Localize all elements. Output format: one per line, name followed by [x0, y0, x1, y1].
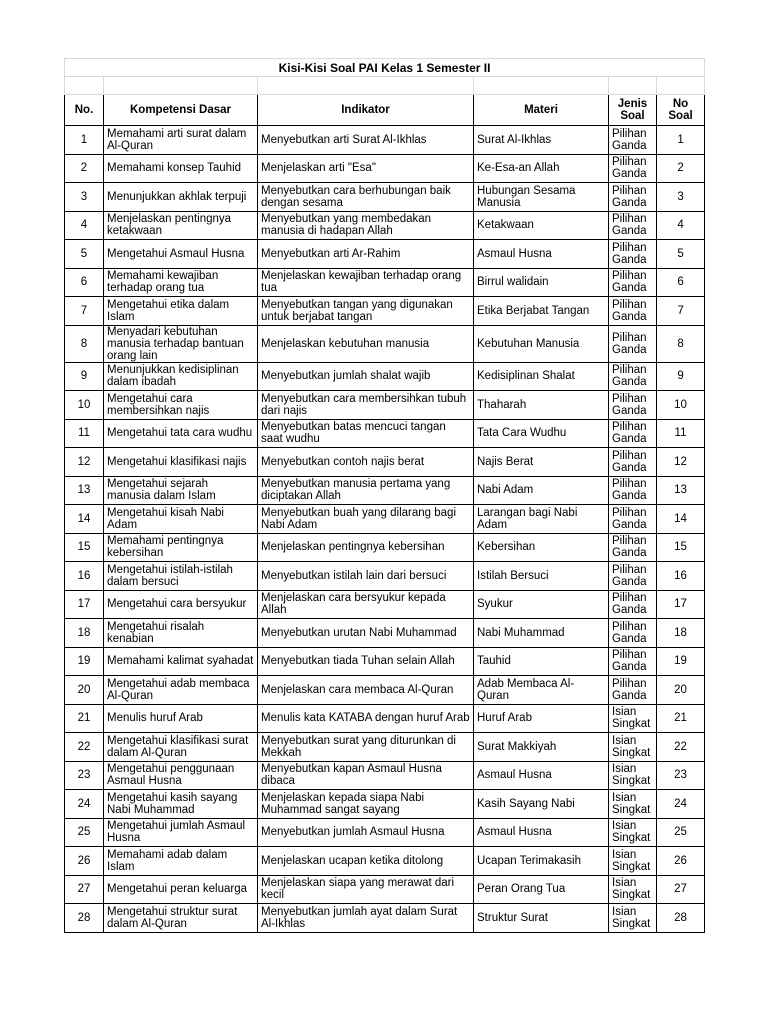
- cell-no: 25: [65, 818, 104, 847]
- cell-indikator: Menyebutkan urutan Nabi Muhammad: [258, 619, 474, 648]
- cell-materi: Ucapan Terimakasih: [474, 847, 609, 876]
- cell-no-soal: 24: [657, 790, 705, 819]
- cell-indikator: Menjelaskan kepada siapa Nabi Muhammad sangat sayang: [258, 790, 474, 819]
- header-no: No.: [65, 95, 104, 126]
- cell-jenis-soal: Pilihan Ganda: [609, 590, 657, 619]
- cell-kompetensi-dasar: Menjelaskan pentingnya ketakwaan: [104, 211, 258, 240]
- cell-indikator: Menyebutkan tangan yang digunakan untuk berjabat tangan: [258, 297, 474, 326]
- cell-indikator: Menyebutkan arti Surat Al-Ikhlas: [258, 126, 474, 155]
- cell-jenis-soal: Pilihan Ganda: [609, 240, 657, 269]
- cell-no-soal: 23: [657, 761, 705, 790]
- cell-no-soal: 6: [657, 268, 705, 297]
- cell-materi: Tauhid: [474, 647, 609, 676]
- cell-indikator: Menyebutkan cara membersihkan tubuh dari najis: [258, 391, 474, 420]
- table-row: [65, 126, 705, 155]
- cell-jenis-soal: Pilihan Ganda: [609, 362, 657, 391]
- cell-materi: Asmaul Husna: [474, 761, 609, 790]
- cell-kompetensi-dasar: Mengetahui cara membersihkan najis: [104, 391, 258, 420]
- header-kompetensi-dasar: Kompetensi Dasar: [104, 95, 258, 126]
- cell-materi: Kebutuhan Manusia: [474, 325, 609, 362]
- cell-no-soal: 17: [657, 590, 705, 619]
- blank-cell: [258, 77, 474, 95]
- cell-no-soal: 8: [657, 325, 705, 362]
- cell-no: 28: [65, 904, 104, 933]
- header-no-soal: No Soal: [657, 95, 705, 126]
- cell-materi: Asmaul Husna: [474, 240, 609, 269]
- table-row: [65, 419, 705, 448]
- cell-kompetensi-dasar: Mengetahui peran keluarga: [104, 875, 258, 904]
- header-jenis-soal: Jenis Soal: [609, 95, 657, 126]
- cell-kompetensi-dasar: Memahami adab dalam Islam: [104, 847, 258, 876]
- table-row: [65, 704, 705, 733]
- table-row: [65, 904, 705, 933]
- cell-jenis-soal: Pilihan Ganda: [609, 268, 657, 297]
- cell-materi: Syukur: [474, 590, 609, 619]
- cell-kompetensi-dasar: Mengetahui risalah kenabian: [104, 619, 258, 648]
- cell-indikator: Menjelaskan cara bersyukur kepada Allah: [258, 590, 474, 619]
- cell-jenis-soal: Pilihan Ganda: [609, 619, 657, 648]
- table-row: [65, 297, 705, 326]
- cell-no-soal: 28: [657, 904, 705, 933]
- cell-indikator: Menyebutkan kapan Asmaul Husna dibaca: [258, 761, 474, 790]
- cell-kompetensi-dasar: Mengetahui struktur surat dalam Al-Quran: [104, 904, 258, 933]
- cell-kompetensi-dasar: Mengetahui klasifikasi surat dalam Al-Quran: [104, 733, 258, 762]
- table-row: [65, 647, 705, 676]
- cell-no: 11: [65, 419, 104, 448]
- cell-indikator: Menyebutkan cara berhubungan baik dengan sesama: [258, 183, 474, 212]
- cell-no-soal: 11: [657, 419, 705, 448]
- table-row: [65, 790, 705, 819]
- cell-materi: Surat Makkiyah: [474, 733, 609, 762]
- cell-kompetensi-dasar: Memahami kewajiban terhadap orang tua: [104, 268, 258, 297]
- cell-indikator: Menyebutkan istilah lain dari bersuci: [258, 562, 474, 591]
- blank-cell: [104, 77, 258, 95]
- cell-indikator: Menyebutkan tiada Tuhan selain Allah: [258, 647, 474, 676]
- table-row: [65, 183, 705, 212]
- cell-kompetensi-dasar: Mengetahui istilah-istilah dalam bersuci: [104, 562, 258, 591]
- cell-materi: Thaharah: [474, 391, 609, 420]
- cell-kompetensi-dasar: Mengetahui cara bersyukur: [104, 590, 258, 619]
- table-row: [65, 761, 705, 790]
- cell-no: 8: [65, 325, 104, 362]
- header-row: [65, 95, 705, 126]
- cell-kompetensi-dasar: Mengetahui tata cara wudhu: [104, 419, 258, 448]
- cell-no-soal: 15: [657, 533, 705, 562]
- cell-jenis-soal: Isian Singkat: [609, 875, 657, 904]
- cell-jenis-soal: Pilihan Ganda: [609, 533, 657, 562]
- cell-indikator: Menyebutkan jumlah ayat dalam Surat Al-Ikhlas: [258, 904, 474, 933]
- cell-no-soal: 4: [657, 211, 705, 240]
- table-row: [65, 676, 705, 705]
- cell-jenis-soal: Pilihan Ganda: [609, 126, 657, 155]
- cell-no: 23: [65, 761, 104, 790]
- cell-jenis-soal: Isian Singkat: [609, 904, 657, 933]
- cell-materi: Hubungan Sesama Manusia: [474, 183, 609, 212]
- table-row: [65, 391, 705, 420]
- cell-no: 18: [65, 619, 104, 648]
- table-row: [65, 476, 705, 505]
- cell-indikator: Menjelaskan cara membaca Al-Quran: [258, 676, 474, 705]
- cell-materi: Nabi Muhammad: [474, 619, 609, 648]
- cell-jenis-soal: Isian Singkat: [609, 733, 657, 762]
- cell-jenis-soal: Isian Singkat: [609, 818, 657, 847]
- table-row: [65, 448, 705, 477]
- cell-materi: Larangan bagi Nabi Adam: [474, 505, 609, 534]
- cell-no-soal: 27: [657, 875, 705, 904]
- cell-jenis-soal: Pilihan Ganda: [609, 419, 657, 448]
- cell-no-soal: 7: [657, 297, 705, 326]
- cell-materi: Ke-Esa-an Allah: [474, 154, 609, 183]
- cell-materi: Adab Membaca Al-Quran: [474, 676, 609, 705]
- blank-cell: [657, 77, 705, 95]
- cell-indikator: Menyebutkan contoh najis berat: [258, 448, 474, 477]
- cell-no-soal: 13: [657, 476, 705, 505]
- cell-indikator: Menyebutkan yang membedakan manusia di hadapan Allah: [258, 211, 474, 240]
- title-row: [65, 59, 705, 77]
- cell-kompetensi-dasar: Mengetahui Asmaul Husna: [104, 240, 258, 269]
- cell-kompetensi-dasar: Mengetahui klasifikasi najis: [104, 448, 258, 477]
- blank-cell: [474, 77, 609, 95]
- cell-no: 14: [65, 505, 104, 534]
- cell-kompetensi-dasar: Mengetahui etika dalam Islam: [104, 297, 258, 326]
- cell-no-soal: 14: [657, 505, 705, 534]
- cell-materi: Kedisiplinan Shalat: [474, 362, 609, 391]
- table-row: [65, 590, 705, 619]
- cell-jenis-soal: Pilihan Ganda: [609, 476, 657, 505]
- cell-jenis-soal: Pilihan Ganda: [609, 448, 657, 477]
- cell-no: 13: [65, 476, 104, 505]
- cell-jenis-soal: Isian Singkat: [609, 790, 657, 819]
- cell-jenis-soal: Pilihan Ganda: [609, 325, 657, 362]
- table-row: [65, 875, 705, 904]
- cell-materi: Kebersihan: [474, 533, 609, 562]
- cell-materi: Asmaul Husna: [474, 818, 609, 847]
- cell-no: 26: [65, 847, 104, 876]
- cell-kompetensi-dasar: Mengetahui sejarah manusia dalam Islam: [104, 476, 258, 505]
- cell-jenis-soal: Isian Singkat: [609, 761, 657, 790]
- cell-no: 19: [65, 647, 104, 676]
- cell-indikator: Menyebutkan jumlah shalat wajib: [258, 362, 474, 391]
- cell-jenis-soal: Pilihan Ganda: [609, 676, 657, 705]
- cell-no-soal: 26: [657, 847, 705, 876]
- cell-kompetensi-dasar: Menulis huruf Arab: [104, 704, 258, 733]
- cell-no: 2: [65, 154, 104, 183]
- cell-no-soal: 19: [657, 647, 705, 676]
- cell-no-soal: 9: [657, 362, 705, 391]
- cell-no-soal: 22: [657, 733, 705, 762]
- cell-materi: Birrul walidain: [474, 268, 609, 297]
- cell-indikator: Menjelaskan siapa yang merawat dari kecil: [258, 875, 474, 904]
- cell-materi: Istilah Bersuci: [474, 562, 609, 591]
- cell-materi: Etika Berjabat Tangan: [474, 297, 609, 326]
- cell-jenis-soal: Isian Singkat: [609, 704, 657, 733]
- cell-materi: Najis Berat: [474, 448, 609, 477]
- cell-no-soal: 10: [657, 391, 705, 420]
- cell-jenis-soal: Pilihan Ganda: [609, 391, 657, 420]
- cell-no-soal: 2: [657, 154, 705, 183]
- cell-no: 3: [65, 183, 104, 212]
- cell-materi: Struktur Surat: [474, 904, 609, 933]
- cell-jenis-soal: Pilihan Ganda: [609, 505, 657, 534]
- table-row: [65, 240, 705, 269]
- cell-jenis-soal: Pilihan Ganda: [609, 211, 657, 240]
- cell-indikator: Menyebutkan buah yang dilarang bagi Nabi Adam: [258, 505, 474, 534]
- cell-jenis-soal: Pilihan Ganda: [609, 183, 657, 212]
- cell-no: 22: [65, 733, 104, 762]
- cell-indikator: Menyebutkan manusia pertama yang diciptakan Allah: [258, 476, 474, 505]
- blank-cell: [65, 77, 104, 95]
- cell-materi: Peran Orang Tua: [474, 875, 609, 904]
- cell-materi: Kasih Sayang Nabi: [474, 790, 609, 819]
- cell-no-soal: 18: [657, 619, 705, 648]
- table-row: [65, 533, 705, 562]
- cell-indikator: Menyebutkan jumlah Asmaul Husna: [258, 818, 474, 847]
- cell-no: 20: [65, 676, 104, 705]
- cell-materi: Ketakwaan: [474, 211, 609, 240]
- cell-materi: Tata Cara Wudhu: [474, 419, 609, 448]
- cell-jenis-soal: Pilihan Ganda: [609, 154, 657, 183]
- header-materi: Materi: [474, 95, 609, 126]
- cell-no-soal: 12: [657, 448, 705, 477]
- cell-indikator: Menjelaskan arti "Esa": [258, 154, 474, 183]
- cell-no: 9: [65, 362, 104, 391]
- cell-materi: Huruf Arab: [474, 704, 609, 733]
- cell-kompetensi-dasar: Mengetahui adab membaca Al-Quran: [104, 676, 258, 705]
- cell-no: 10: [65, 391, 104, 420]
- cell-jenis-soal: Pilihan Ganda: [609, 297, 657, 326]
- table-row: [65, 847, 705, 876]
- cell-indikator: Menjelaskan kewajiban terhadap orang tua: [258, 268, 474, 297]
- cell-jenis-soal: Isian Singkat: [609, 847, 657, 876]
- cell-jenis-soal: Pilihan Ganda: [609, 647, 657, 676]
- cell-materi: Surat Al-Ikhlas: [474, 126, 609, 155]
- cell-no: 16: [65, 562, 104, 591]
- cell-no: 15: [65, 533, 104, 562]
- cell-kompetensi-dasar: Memahami pentingnya kebersihan: [104, 533, 258, 562]
- cell-jenis-soal: Pilihan Ganda: [609, 562, 657, 591]
- table-row: [65, 362, 705, 391]
- cell-indikator: Menyebutkan surat yang diturunkan di Mekkah: [258, 733, 474, 762]
- cell-no-soal: 25: [657, 818, 705, 847]
- table-row: [65, 268, 705, 297]
- cell-indikator: Menjelaskan kebutuhan manusia: [258, 325, 474, 362]
- cell-kompetensi-dasar: Memahami konsep Tauhid: [104, 154, 258, 183]
- cell-kompetensi-dasar: Mengetahui penggunaan Asmaul Husna: [104, 761, 258, 790]
- cell-no-soal: 20: [657, 676, 705, 705]
- cell-no-soal: 1: [657, 126, 705, 155]
- cell-no: 7: [65, 297, 104, 326]
- cell-no-soal: 3: [657, 183, 705, 212]
- cell-indikator: Menyebutkan batas mencuci tangan saat wudhu: [258, 419, 474, 448]
- table-row: [65, 154, 705, 183]
- cell-indikator: Menyebutkan arti Ar-Rahim: [258, 240, 474, 269]
- cell-no: 6: [65, 268, 104, 297]
- cell-kompetensi-dasar: Menunjukkan kedisiplinan dalam ibadah: [104, 362, 258, 391]
- cell-kompetensi-dasar: Mengetahui kisah Nabi Adam: [104, 505, 258, 534]
- table-row: [65, 818, 705, 847]
- cell-kompetensi-dasar: Mengetahui kasih sayang Nabi Muhammad: [104, 790, 258, 819]
- blank-row: [65, 77, 705, 95]
- table-row: [65, 619, 705, 648]
- table-row: [65, 325, 705, 362]
- cell-kompetensi-dasar: Memahami arti surat dalam Al-Quran: [104, 126, 258, 155]
- cell-no: 1: [65, 126, 104, 155]
- blank-cell: [609, 77, 657, 95]
- cell-no-soal: 21: [657, 704, 705, 733]
- cell-no: 21: [65, 704, 104, 733]
- cell-kompetensi-dasar: Menyadari kebutuhan manusia terhadap bantuan orang lain: [104, 325, 258, 362]
- table-row: [65, 733, 705, 762]
- cell-no: 12: [65, 448, 104, 477]
- cell-no: 27: [65, 875, 104, 904]
- cell-no-soal: 5: [657, 240, 705, 269]
- cell-kompetensi-dasar: Mengetahui jumlah Asmaul Husna: [104, 818, 258, 847]
- kisi-kisi-table: [64, 58, 705, 933]
- cell-no: 17: [65, 590, 104, 619]
- cell-no: 24: [65, 790, 104, 819]
- cell-no: 4: [65, 211, 104, 240]
- document-title: Kisi-Kisi Soal PAI Kelas 1 Semester II: [65, 59, 705, 77]
- header-indikator: Indikator: [258, 95, 474, 126]
- cell-no: 5: [65, 240, 104, 269]
- table-row: [65, 505, 705, 534]
- cell-indikator: Menulis kata KATABA dengan huruf Arab: [258, 704, 474, 733]
- table-row: [65, 211, 705, 240]
- cell-kompetensi-dasar: Menunjukkan akhlak terpuji: [104, 183, 258, 212]
- cell-kompetensi-dasar: Memahami kalimat syahadat: [104, 647, 258, 676]
- cell-no-soal: 16: [657, 562, 705, 591]
- cell-indikator: Menjelaskan ucapan ketika ditolong: [258, 847, 474, 876]
- cell-indikator: Menjelaskan pentingnya kebersihan: [258, 533, 474, 562]
- table-row: [65, 562, 705, 591]
- cell-materi: Nabi Adam: [474, 476, 609, 505]
